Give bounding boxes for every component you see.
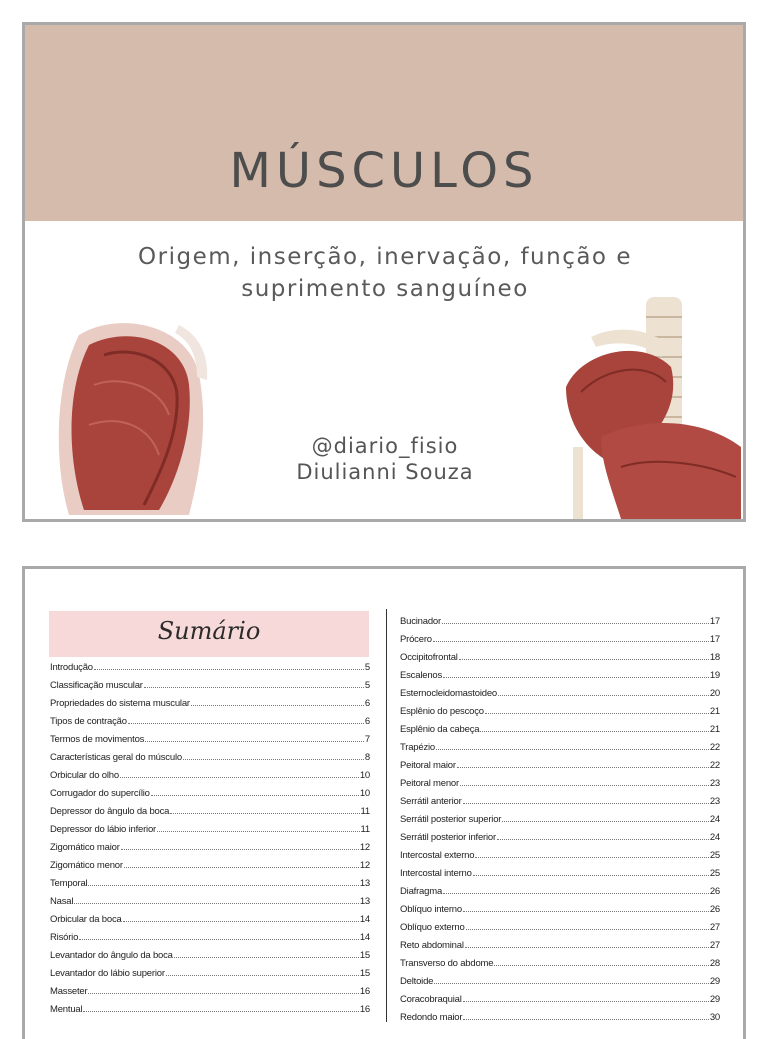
toc-entry-title: Serrátil posterior inferior <box>400 832 496 843</box>
toc-entry-title: Mentual <box>50 1004 83 1015</box>
toc-dot-leader <box>442 622 709 624</box>
toc-dot-leader <box>463 1000 709 1002</box>
toc-dot-leader <box>433 640 709 642</box>
toc-entry-title: Características geral do músculo <box>50 752 182 763</box>
toc-dot-leader <box>74 902 359 904</box>
gluteal-muscle-illustration <box>49 305 209 515</box>
toc-entry <box>400 717 720 735</box>
toc-dot-leader <box>170 812 359 814</box>
toc-entry <box>400 789 720 807</box>
toc-entry <box>400 771 720 789</box>
toc-entry-page: 22 <box>709 742 720 753</box>
toc-entry <box>400 951 720 969</box>
toc-entry-page: 27 <box>709 922 720 933</box>
toc-entry-page: 19 <box>709 670 720 681</box>
toc-entry-title: Classificação muscular <box>50 680 143 691</box>
toc-dot-leader <box>121 848 359 850</box>
toc-entry-title: Esternocleidomastoideo <box>400 688 497 699</box>
toc-entry <box>400 933 720 951</box>
toc-entry <box>400 915 720 933</box>
toc-entry-title: Reto abdominal <box>400 940 464 951</box>
toc-entry-title: Corrugador do supercílio <box>50 788 150 799</box>
toc-entry-page: 25 <box>709 868 720 879</box>
toc-dot-leader <box>120 776 359 778</box>
toc-entry-title: Peitoral menor <box>400 778 459 789</box>
toc-entry-page: 13 <box>359 896 370 907</box>
toc-entry-page: 23 <box>709 796 720 807</box>
toc-entry <box>50 979 370 997</box>
toc-entry-title: Deltoide <box>400 976 434 987</box>
toc-entry-page: 20 <box>709 688 720 699</box>
toc-entry-title: Transverso do abdome <box>400 958 494 969</box>
toc-dot-leader <box>494 964 708 966</box>
toc-entry-page: 6 <box>364 698 370 709</box>
cover-page <box>22 22 746 522</box>
toc-entry-page: 26 <box>709 904 720 915</box>
toc-entry <box>400 645 720 663</box>
toc-entry-title: Depressor do lábio inferior <box>50 824 157 835</box>
summary-header <box>49 611 369 657</box>
toc-entry <box>50 781 370 799</box>
toc-dot-leader <box>485 712 709 714</box>
toc-dot-leader <box>463 802 709 804</box>
toc-dot-leader <box>497 838 709 840</box>
toc-entry <box>400 861 720 879</box>
toc-entry <box>400 681 720 699</box>
toc-entry <box>400 879 720 897</box>
toc-entry-page: 18 <box>709 652 720 663</box>
toc-entry-title: Depressor do ângulo da boca <box>50 806 170 817</box>
toc-entry-page: 21 <box>709 724 720 735</box>
toc-entry-page: 7 <box>364 734 370 745</box>
summary-heading: Sumário <box>157 617 261 645</box>
toc-entry-page: 15 <box>359 968 370 979</box>
toc-entry-page: 24 <box>709 814 720 825</box>
summary-page <box>22 566 746 1039</box>
toc-dot-leader <box>145 740 364 742</box>
toc-entry-title: Propriedades do sistema muscular <box>50 698 190 709</box>
toc-entry-page: 14 <box>359 914 370 925</box>
toc-left-column <box>50 655 370 1015</box>
toc-entry-page: 11 <box>360 806 370 817</box>
toc-entry <box>400 1005 720 1023</box>
toc-entry <box>50 889 370 907</box>
toc-dot-leader <box>436 748 709 750</box>
toc-entry-title: Escalenos <box>400 670 443 681</box>
toc-dot-leader <box>94 668 364 670</box>
toc-entry-page: 10 <box>359 770 370 781</box>
toc-dot-leader <box>475 856 708 858</box>
toc-entry-title: Esplênio do pescoço <box>400 706 484 717</box>
toc-entry <box>400 735 720 753</box>
toc-entry-title: Zigomático maior <box>50 842 120 853</box>
cover-title: MÚSCULOS <box>229 143 539 199</box>
toc-entry-title: Esplênio da cabeça <box>400 724 480 735</box>
toc-entry <box>400 969 720 987</box>
toc-dot-leader <box>443 892 709 894</box>
toc-entry-title: Levantador do ângulo da boca <box>50 950 173 961</box>
toc-entry-title: Nasal <box>50 896 74 907</box>
toc-entry-page: 5 <box>364 680 370 691</box>
toc-dot-leader <box>463 910 709 912</box>
toc-dot-leader <box>183 758 364 760</box>
toc-entry-title: Intercostal interno <box>400 868 472 879</box>
toc-entry-page: 28 <box>709 958 720 969</box>
toc-entry-page: 30 <box>709 1012 720 1023</box>
toc-dot-leader <box>174 956 359 958</box>
toc-entry-title: Occipitofrontal <box>400 652 458 663</box>
toc-entry-page: 27 <box>709 940 720 951</box>
toc-entry-page: 5 <box>364 662 370 673</box>
toc-entry <box>50 997 370 1015</box>
toc-entry-page: 29 <box>709 976 720 987</box>
toc-entry-page: 10 <box>359 788 370 799</box>
toc-entry-page: 13 <box>359 878 370 889</box>
toc-entry <box>400 627 720 645</box>
cover-subtitle: Origem, inserção, inervação, função e suprimento sanguíneo <box>138 244 632 302</box>
toc-dot-leader <box>473 874 709 876</box>
toc-entry <box>400 753 720 771</box>
toc-entry-page: 12 <box>359 842 370 853</box>
toc-entry-title: Intercostal externo <box>400 850 475 861</box>
toc-entry <box>400 807 720 825</box>
toc-entry <box>400 609 720 627</box>
toc-entry-title: Levantador do lábio superior <box>50 968 165 979</box>
toc-dot-leader <box>128 722 364 724</box>
toc-dot-leader <box>460 784 709 786</box>
toc-entry-page: 26 <box>709 886 720 897</box>
toc-entry-page: 17 <box>709 634 720 645</box>
toc-entry-page: 15 <box>359 950 370 961</box>
toc-entry-page: 11 <box>360 824 370 835</box>
toc-entry-title: Introdução <box>50 662 93 673</box>
toc-dot-leader <box>166 974 359 976</box>
toc-dot-leader <box>443 676 709 678</box>
toc-entry-title: Zigomático menor <box>50 860 123 871</box>
toc-entry <box>400 699 720 717</box>
toc-entry-title: Prócero <box>400 634 432 645</box>
toc-entry-title: Orbicular da boca <box>50 914 122 925</box>
toc-entry <box>50 943 370 961</box>
toc-entry <box>400 843 720 861</box>
toc-dot-leader <box>123 920 359 922</box>
toc-dot-leader <box>144 686 364 688</box>
toc-entry <box>400 825 720 843</box>
toc-entry-page: 21 <box>709 706 720 717</box>
back-muscle-illustration <box>561 297 741 519</box>
toc-entry-title: Tipos de contração <box>50 716 127 727</box>
toc-entry <box>50 871 370 889</box>
toc-entry-page: 12 <box>359 860 370 871</box>
toc-entry-page: 8 <box>364 752 370 763</box>
toc-entry <box>50 853 370 871</box>
toc-entry <box>50 961 370 979</box>
toc-dot-leader <box>465 946 709 948</box>
toc-entry-title: Serrátil anterior <box>400 796 462 807</box>
toc-entry-page: 6 <box>364 716 370 727</box>
toc-dot-leader <box>480 730 709 732</box>
toc-entry-title: Trapézio <box>400 742 436 753</box>
toc-entry <box>400 897 720 915</box>
toc-entry <box>50 745 370 763</box>
toc-right-column <box>400 609 720 1023</box>
toc-entry-page: 29 <box>709 994 720 1005</box>
toc-entry-title: Masseter <box>50 986 88 997</box>
toc-dot-leader <box>88 992 358 994</box>
toc-entry-title: Serrátil posterior superior <box>400 814 502 825</box>
toc-entry-page: 25 <box>709 850 720 861</box>
toc-entry <box>50 835 370 853</box>
toc-entry-title: Risório <box>50 932 79 943</box>
toc-dot-leader <box>151 794 359 796</box>
toc-entry-page: 16 <box>359 1004 370 1015</box>
toc-entry-title: Temporal <box>50 878 88 889</box>
toc-entry-title: Bucinador <box>400 616 441 627</box>
author-name: Diulianni Souza <box>296 460 474 484</box>
toc-dot-leader <box>157 830 360 832</box>
toc-dot-leader <box>88 884 358 886</box>
toc-entry <box>50 799 370 817</box>
toc-entry-page: 22 <box>709 760 720 771</box>
toc-dot-leader <box>79 938 359 940</box>
toc-entry-title: Oblíquo externo <box>400 922 465 933</box>
toc-entry-title: Peitoral maior <box>400 760 456 771</box>
toc-entry-title: Redondo maior <box>400 1012 463 1023</box>
toc-dot-leader <box>498 694 709 696</box>
toc-entry-title: Orbicular do olho <box>50 770 119 781</box>
toc-entry-page: 14 <box>359 932 370 943</box>
toc-entry-page: 16 <box>359 986 370 997</box>
toc-entry <box>400 987 720 1005</box>
toc-entry <box>50 907 370 925</box>
column-divider <box>386 609 387 1022</box>
toc-entry-title: Oblíquo interno <box>400 904 462 915</box>
toc-dot-leader <box>124 866 359 868</box>
toc-entry <box>50 817 370 835</box>
toc-entry <box>50 691 370 709</box>
toc-dot-leader <box>459 658 709 660</box>
toc-dot-leader <box>83 1010 358 1012</box>
toc-dot-leader <box>191 704 364 706</box>
toc-entry-title: Coracobraquial <box>400 994 462 1005</box>
toc-dot-leader <box>457 766 709 768</box>
toc-dot-leader <box>434 982 709 984</box>
toc-dot-leader <box>463 1018 708 1020</box>
toc-entry <box>50 673 370 691</box>
toc-entry <box>50 925 370 943</box>
toc-entry-page: 17 <box>709 616 720 627</box>
toc-dot-leader <box>466 928 709 930</box>
toc-entry <box>50 763 370 781</box>
toc-entry <box>400 663 720 681</box>
toc-entry <box>50 727 370 745</box>
toc-dot-leader <box>502 820 709 822</box>
instagram-handle: @diario_fisio <box>311 434 459 458</box>
toc-entry <box>50 655 370 673</box>
toc-entry <box>50 709 370 727</box>
toc-entry-page: 23 <box>709 778 720 789</box>
toc-entry-title: Diafragma <box>400 886 443 897</box>
toc-entry-title: Termos de movimentos <box>50 734 145 745</box>
toc-entry-page: 24 <box>709 832 720 843</box>
